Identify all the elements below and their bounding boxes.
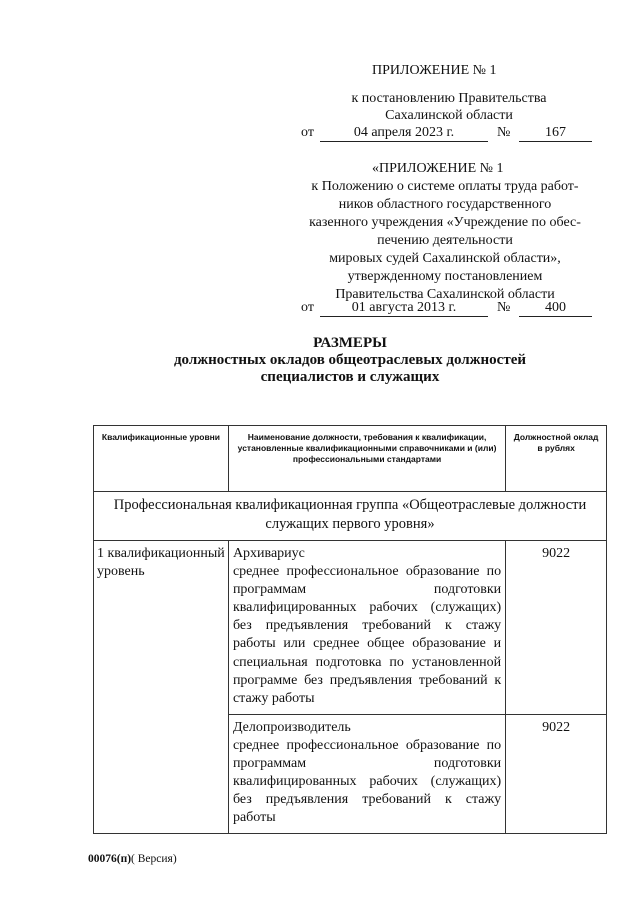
position-requirements: среднее профессиональное образование по программам подготовки квалифицированных рабочих (служащих) без предъявления требований к стажу работы [232, 737, 502, 826]
salary-table [93, 425, 607, 834]
original-appendix-line: к Положению о системе оплаты труда работ- [311, 179, 579, 194]
appendix-date-field: 04 апреля 2023 г. [320, 124, 488, 142]
document-subtitle-2: специалистов и служащих [260, 369, 440, 385]
original-appendix-line: утвержденному постановлением [347, 269, 543, 284]
header-salary: Должностной оклад в рублях [506, 426, 607, 492]
footer-code: 00076(п) [88, 853, 132, 865]
appendix-line-1: к постановлению Правительства [351, 91, 547, 106]
original-date-field: 01 августа 2013 г. [320, 299, 488, 317]
position-requirements: среднее профессиональное образование по программам подготовки квалифицированных рабочих (служащих) без предъявления требований к стажу работы или среднее общее образование и специальная подготовка по установленной программе без предъявления требований к стажу работы [232, 564, 502, 706]
appendix-line-2: Сахалинской области [385, 108, 513, 123]
original-appendix-title: «ПРИЛОЖЕНИЕ № 1 [372, 161, 504, 176]
original-appendix-line: печению деятельности [377, 233, 513, 248]
document-subtitle-1: должностных окладов общеотраслевых должностей [173, 352, 527, 368]
original-appendix-line: мировых судей Сахалинской области», [329, 251, 561, 266]
salary-value: 9022 [506, 541, 607, 715]
original-appendix-line: Правительства Сахалинской области [335, 287, 555, 302]
appendix-number-prefix: № [497, 125, 511, 140]
document-title: РАЗМЕРЫ [313, 335, 387, 351]
original-date-prefix: от [301, 300, 314, 315]
original-appendix-line: ников областного государственного [338, 197, 552, 212]
table-row [94, 541, 607, 715]
salary-value: 9022 [506, 714, 607, 834]
footer-version: ( Версия) [131, 853, 177, 865]
position-name: Архивариус [232, 546, 305, 561]
position-cell [228, 541, 505, 715]
table-header-row [94, 426, 607, 492]
appendix-number-field: 167 [519, 124, 592, 142]
header-qualification-levels: Квалификационные уровни [94, 426, 229, 492]
original-appendix-line: казенного учреждения «Учреждение по обес- [309, 215, 581, 230]
original-number-prefix: № [497, 300, 511, 315]
appendix-date-prefix: от [301, 125, 314, 140]
original-number-field: 400 [519, 299, 592, 317]
group-title: Профессиональная квалификационная группа «Общеотраслевые должности служащих первого уровня» [94, 492, 607, 541]
group-row [94, 492, 607, 541]
position-name: Делопроизводитель [232, 719, 351, 735]
position-cell [228, 714, 505, 834]
appendix-title: ПРИЛОЖЕНИЕ № 1 [372, 63, 497, 78]
footer [88, 853, 177, 865]
original-appendix-lines [290, 178, 600, 304]
qualification-level: 1 квалификационный уровень [94, 541, 229, 834]
header-position-requirements: Наименование должности, требования к квалификации, установленные квалификационными справочниками и (или) профессиональными стандартами [228, 426, 505, 492]
